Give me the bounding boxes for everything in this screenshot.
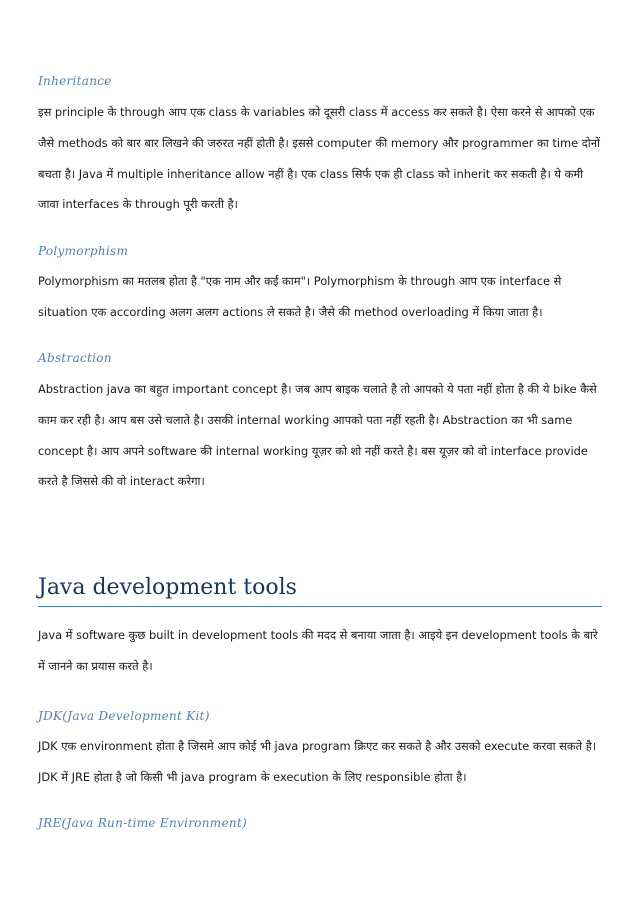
jdk-heading: JDK(Java Development Kit) xyxy=(38,709,210,723)
inheritance-paragraph: इस principle के through आप एक class के variables को दूसरी class में access कर सकते है। ऐसा करने से आपको एक जैसे methods को बार बार लिखने की जरुरत नहीं होती है। इससे computer की memory और programmer का time दोनों बचता है। Java में multiple inheritance allow नहीं है। एक class सिर्फ एक ही class को inherit कर सकती है। ये कमी जावा interfaces के through पूरी करती है। xyxy=(38,105,600,212)
abstraction-paragraph: Abstraction java का बहुत important concept है। जब आप बाइक चलाते है तो आपको ये पता नहीं होता है की ये bike कैसे काम कर रही है। आप बस उसे चलाते है। उसकी internal working आपको पता नहीं रहती है। Abstraction का भी same concept है। आप अपने software की internal working यूज़र को शो नहीं करते है। बस यूज़र को वो interface provide करते है जिससे की वो interact करेगा। xyxy=(38,382,597,489)
jre-heading: JRE(Java Run-time Environment) xyxy=(38,816,248,830)
abstraction-heading: Abstraction xyxy=(38,351,112,365)
polymorphism-paragraph: Polymorphism का मतलब होता है "एक नाम और कई काम"। Polymorphism के through आप एक interface से situation एक according अलग अलग actions ले सकते है। जैसे की method overloading में किया जाता है। xyxy=(38,274,562,319)
jdk-paragraph: JDK एक environment होता है जिसमे आप कोई भी java program क्रिएट कर सकते है और उसको execute करवा सकते है। JDK में JRE होता है जो किसी भी java program के execution के लिए responsible होता है। xyxy=(38,739,597,784)
tools-intro-paragraph: Java में software कुछ built in development tools की मदद से बनाया जाता है। आइये इन development tools के बारे में जानने का प्रयास करते है। xyxy=(38,628,598,673)
section-title-underline xyxy=(38,606,602,607)
section-title: Java development tools xyxy=(38,575,297,600)
inheritance-heading: Inheritance xyxy=(38,74,112,88)
polymorphism-heading: Polymorphism xyxy=(38,244,129,258)
